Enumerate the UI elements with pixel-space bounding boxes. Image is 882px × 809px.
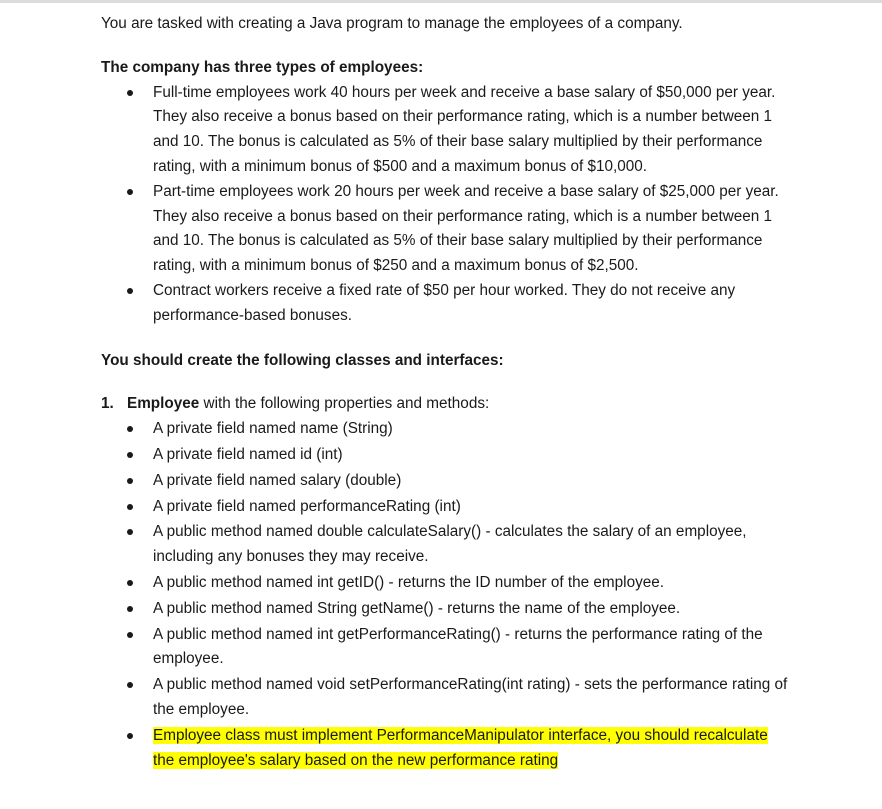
list-item xyxy=(101,623,791,673)
bullet-icon xyxy=(127,682,133,688)
bullet-icon xyxy=(127,733,133,739)
employee-types-heading: The company has three types of employees: xyxy=(101,58,424,76)
list-item xyxy=(101,495,791,520)
bullet-icon xyxy=(127,189,133,195)
list-item-contract xyxy=(101,279,791,329)
bullet-icon xyxy=(127,580,133,586)
document-page xyxy=(101,12,791,774)
list-item-text: Part-time employees work 20 hours per week and receive a base salary of $25,000 per year. They also receive a bonus based on their performance rating, which is a number between 1 and 10. The bonus is calculated as 5% of their base salary multiplied by their performance rating, with a minimum bonus of $250 and a maximum bonus of $2,500. xyxy=(153,182,779,275)
list-item-text: Contract workers receive a fixed rate of $50 per hour worked. They do not receive any performance-based bonuses. xyxy=(153,281,736,324)
list-item xyxy=(101,520,791,570)
intro-paragraph: You are tasked with creating a Java program to manage the employees of a company. xyxy=(101,15,683,32)
employee-types-list xyxy=(101,81,791,329)
class-description: with the following properties and methods: xyxy=(199,395,490,413)
list-item-part-time xyxy=(101,180,791,279)
list-item xyxy=(101,571,791,596)
bullet-icon xyxy=(127,504,133,510)
classes-heading: You should create the following classes and interfaces: xyxy=(101,351,504,369)
list-item-text: A private field named name (String) xyxy=(153,420,393,438)
list-item-text: A private field named salary (double) xyxy=(153,471,402,489)
list-item-text: A private field named id (int) xyxy=(153,445,343,463)
bullet-icon xyxy=(127,90,133,96)
list-item-text: A public method named String getName() - returns the name of the employee. xyxy=(153,599,681,617)
item-number: 1. xyxy=(101,395,114,413)
bullet-icon xyxy=(127,288,133,294)
list-item-full-time xyxy=(101,81,791,180)
bullet-icon xyxy=(127,426,133,432)
top-border xyxy=(0,0,882,3)
list-item xyxy=(101,443,791,468)
bullet-icon xyxy=(127,529,133,535)
list-item xyxy=(101,417,791,442)
list-item-text: A public method named int getPerformanceRating() - returns the performance rating of the employee. xyxy=(153,625,763,668)
employee-members-list xyxy=(101,417,791,773)
list-item-text: A public method named double calculateSalary() - calculates the salary of an employee, including any bonuses they may receive. xyxy=(153,523,747,566)
list-item-text: A public method named void setPerformanceRating(int rating) - sets the performance rating of the employee. xyxy=(153,676,788,718)
numbered-item-employee xyxy=(101,392,791,417)
list-item-text: Full-time employees work 40 hours per week and receive a base salary of $50,000 per year. They also receive a bonus based on their performance rating, which is a number between 1 and 10. The bonus is calculated as 5% of their base salary multiplied by their performance rating, with a minimum bonus of $500 and a maximum bonus of $10,000. xyxy=(153,83,776,175)
class-name: Employee xyxy=(127,395,200,413)
list-item-highlighted xyxy=(101,724,791,774)
list-item xyxy=(101,469,791,494)
bullet-icon xyxy=(127,452,133,458)
bullet-icon xyxy=(127,606,133,612)
highlighted-text: Employee class must implement PerformanceManipulator interface, you should recalculate the employee's salary based on the new performance rating xyxy=(153,726,768,769)
bullet-icon xyxy=(127,632,133,638)
list-item-text: A public method named int getID() - returns the ID number of the employee. xyxy=(153,573,665,591)
list-item xyxy=(101,673,791,723)
list-item xyxy=(101,597,791,622)
bullet-icon xyxy=(127,478,133,484)
list-item-text: A private field named performanceRating (int) xyxy=(153,497,461,515)
